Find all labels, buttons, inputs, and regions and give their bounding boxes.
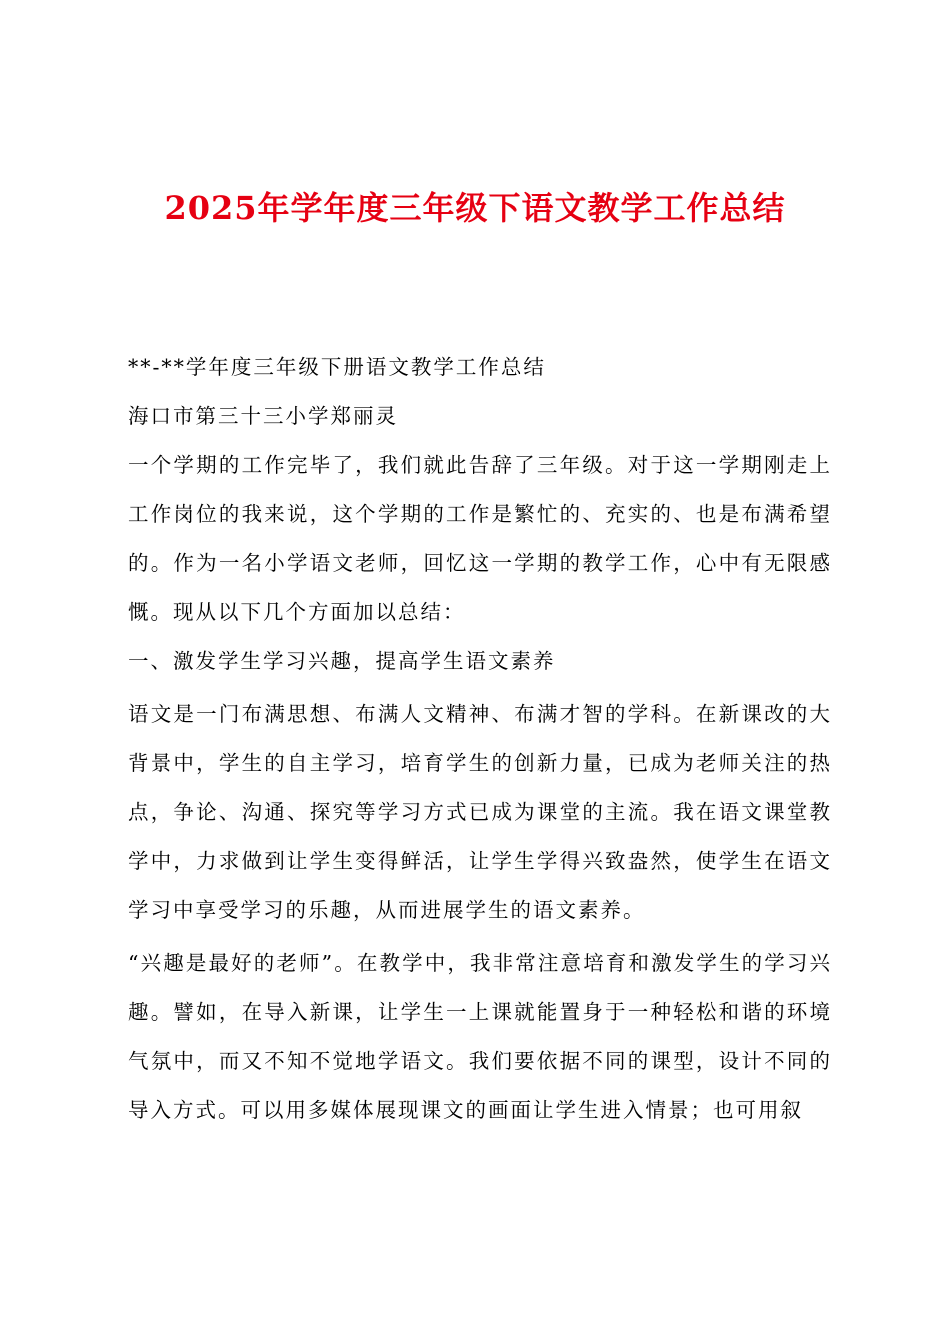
document-body	[128, 343, 832, 1135]
section-heading-1: 一、激发学生学习兴趣，提高学生语文素养	[128, 649, 556, 673]
author-line: 海口市第三十三小学郑丽灵	[128, 404, 398, 428]
body-paragraph: 语文是一门布满思想、布满人文精神、布满才智的学科。在新课改的大背景中，学生的自主学习，培育学生的创新力量，已成为老师关注的热点，争论、沟通、探究等学习方式已成为课堂的主流。我在语文课堂教学中，力求做到让学生变得鲜活，让学生学得兴致盎然，使学生在语文学习中享受学习的乐趣，从而进展学生的语文素养。	[128, 702, 832, 922]
document-title: 2025年学年度三年级下语文教学工作总结	[164, 189, 786, 227]
intro-paragraph: 一个学期的工作完毕了，我们就此告辞了三年级。对于这一学期刚走上工作岗位的我来说，这个学期的工作是繁忙的、充实的、也是布满希望的。作为一名小学语文老师，回忆这一学期的教学工作，心中有无限感慨。现从以下几个方面加以总结：	[128, 453, 832, 624]
subtitle-line: **-**学年度三年级下册语文教学工作总结	[128, 355, 546, 379]
body-paragraph: “兴趣是最好的老师”。在教学中，我非常注意培育和激发学生的学习兴趣。譬如，在导入新课，让学生一上课就能置身于一种轻松和谐的环境气氛中，而又不知不觉地学语文。我们要依据不同的课型，设计不同的导入方式。可以用多媒体展现课文的画面让学生进入情景；也可用叙	[128, 951, 832, 1122]
